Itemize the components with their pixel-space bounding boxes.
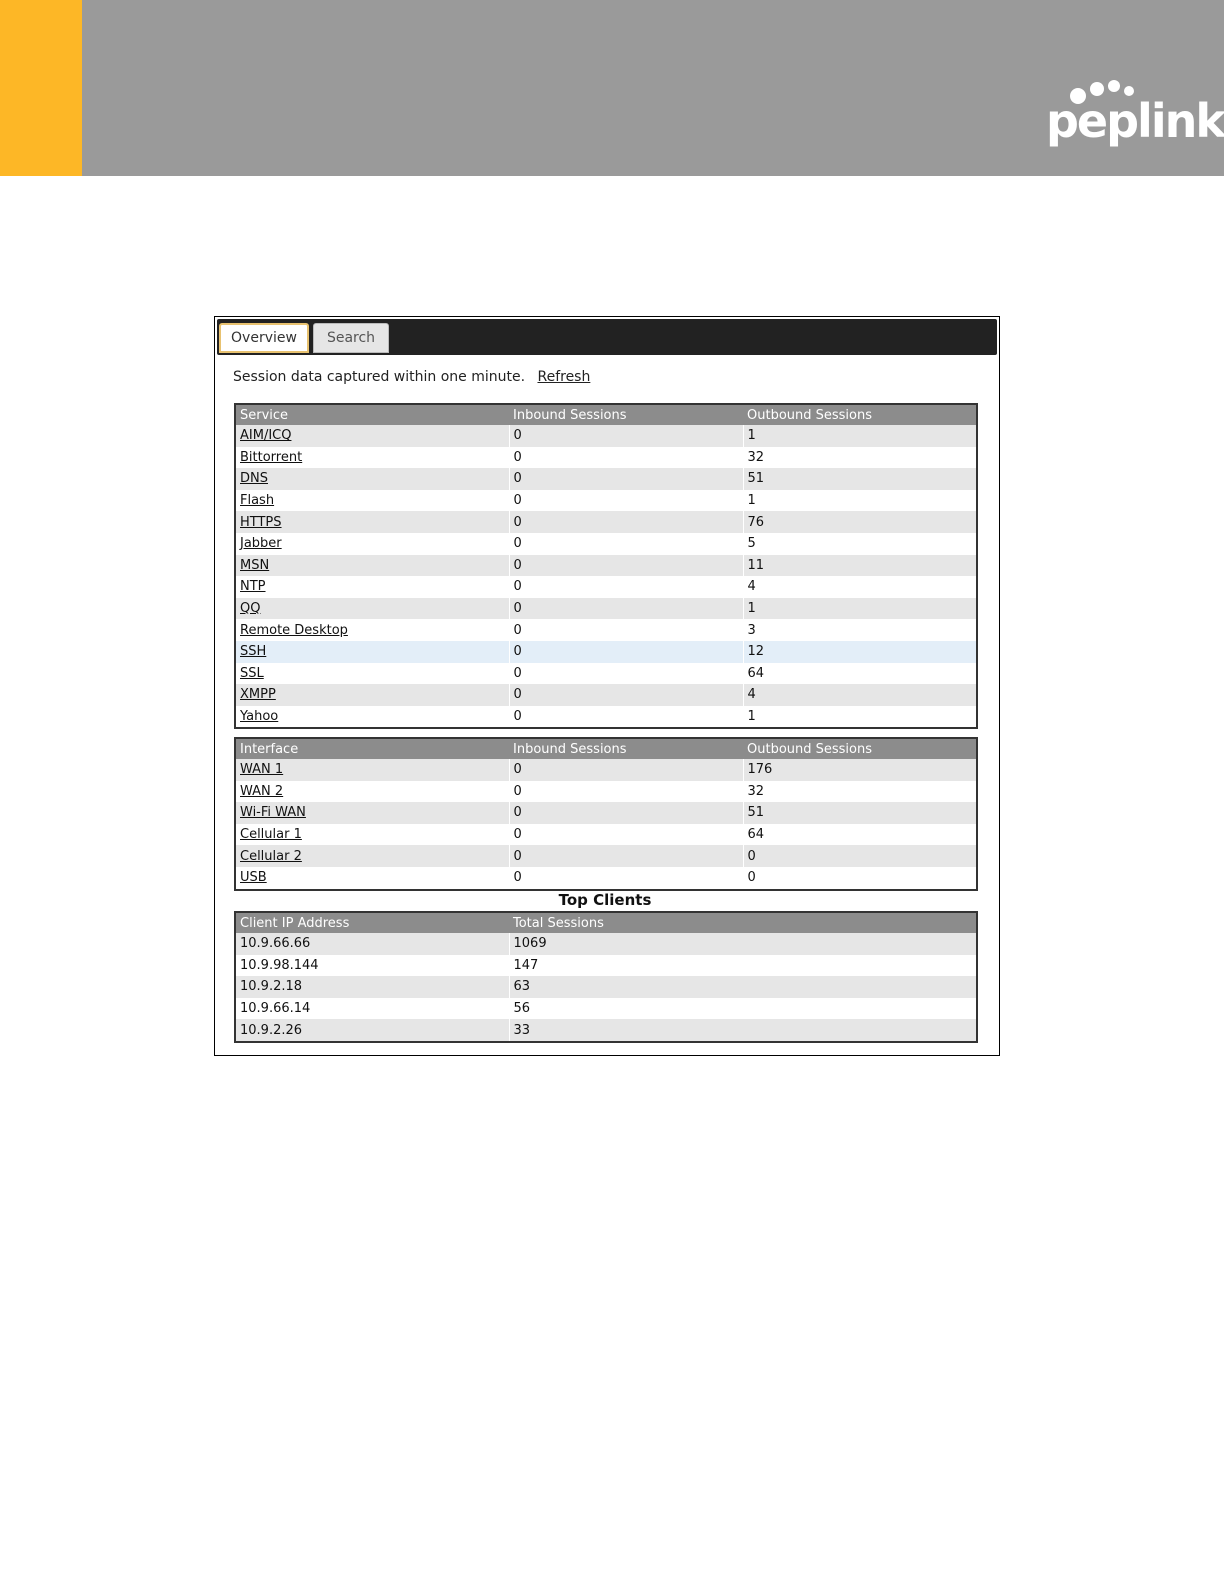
row-link[interactable]: Cellular 1 — [240, 827, 302, 843]
table-cell: 1 — [743, 706, 977, 729]
tab-search[interactable]: Search — [313, 323, 389, 353]
table-cell — [235, 684, 509, 706]
table-cell — [235, 555, 509, 577]
peplink-logo — [1046, 78, 1224, 158]
table-cell: 56 — [509, 998, 977, 1020]
row-link[interactable]: WAN 2 — [240, 783, 284, 799]
table-row — [235, 641, 977, 663]
header-bar — [0, 0, 1224, 176]
column-header: Service — [235, 404, 509, 425]
table-cell: 1069 — [509, 933, 977, 955]
table-header-row — [235, 738, 977, 759]
table-cell: 0 — [743, 845, 977, 867]
row-link[interactable]: Yahoo — [240, 709, 279, 725]
row-link[interactable]: HTTPS — [240, 514, 282, 530]
table-cell: 0 — [509, 447, 743, 469]
table-cell: 32 — [743, 781, 977, 803]
row-link[interactable]: SSH — [240, 644, 267, 660]
table-cell — [235, 511, 509, 533]
logo-wordmark: peplink — [1046, 94, 1224, 148]
table-cell: 0 — [743, 867, 977, 890]
table-cell: 12 — [743, 641, 977, 663]
table-cell: 10.9.2.26 — [235, 1019, 509, 1042]
table-row — [235, 824, 977, 846]
table-cell — [235, 802, 509, 824]
row-link[interactable]: Wi-Fi WAN — [240, 805, 306, 821]
session-caption — [233, 369, 590, 385]
table-cell: 0 — [509, 845, 743, 867]
row-link[interactable]: Cellular 2 — [240, 848, 302, 864]
column-header: Outbound Sessions — [743, 738, 977, 759]
row-link[interactable]: AIM/ICQ — [240, 428, 292, 444]
table-row — [235, 706, 977, 729]
row-link[interactable]: Jabber — [240, 536, 282, 552]
table-cell — [235, 663, 509, 685]
table-row — [235, 867, 977, 890]
row-link[interactable]: XMPP — [240, 687, 276, 703]
table-row — [235, 511, 977, 533]
table-row — [235, 781, 977, 803]
table-cell — [235, 845, 509, 867]
table-cell — [235, 641, 509, 663]
table-cell: 0 — [509, 511, 743, 533]
table-cell — [235, 468, 509, 490]
row-link[interactable]: NTP — [240, 579, 266, 595]
table-cell — [235, 447, 509, 469]
table-cell: 10.9.66.66 — [235, 933, 509, 955]
service-table — [234, 403, 978, 729]
table-cell: 0 — [509, 555, 743, 577]
table-cell — [235, 867, 509, 890]
table-cell — [235, 576, 509, 598]
table-cell: 64 — [743, 824, 977, 846]
table-cell: 0 — [509, 781, 743, 803]
table-row — [235, 490, 977, 512]
table-row — [235, 619, 977, 641]
refresh-link[interactable]: Refresh — [537, 369, 591, 385]
table-cell: 4 — [743, 576, 977, 598]
table-cell — [235, 533, 509, 555]
column-header: Client IP Address — [235, 912, 509, 933]
table-row — [235, 976, 977, 998]
row-link[interactable]: SSL — [240, 665, 264, 681]
row-link[interactable]: QQ — [240, 601, 261, 617]
table-cell: 10.9.2.18 — [235, 976, 509, 998]
table-row — [235, 933, 977, 955]
header-accent-block — [0, 0, 82, 176]
table-row — [235, 998, 977, 1020]
table-cell: 76 — [743, 511, 977, 533]
table-cell: 4 — [743, 684, 977, 706]
row-link[interactable]: Remote Desktop — [240, 622, 348, 638]
table-cell: 1 — [743, 598, 977, 620]
table-cell — [235, 490, 509, 512]
table-cell: 0 — [509, 533, 743, 555]
table-cell: 0 — [509, 619, 743, 641]
table-cell: 0 — [509, 759, 743, 781]
table-cell: 0 — [509, 468, 743, 490]
row-link[interactable]: MSN — [240, 557, 270, 573]
session-panel — [214, 316, 1000, 1056]
row-link[interactable]: DNS — [240, 471, 268, 487]
table-cell: 0 — [509, 425, 743, 447]
table-cell: 33 — [509, 1019, 977, 1042]
table-cell: 176 — [743, 759, 977, 781]
table-cell — [235, 824, 509, 846]
table-cell — [235, 598, 509, 620]
table-cell: 10.9.66.14 — [235, 998, 509, 1020]
column-header: Interface — [235, 738, 509, 759]
table-cell: 10.9.98.144 — [235, 955, 509, 977]
table-cell: 51 — [743, 802, 977, 824]
interface-table — [234, 737, 978, 891]
table-row — [235, 684, 977, 706]
table-cell: 0 — [509, 598, 743, 620]
row-link[interactable]: USB — [240, 870, 267, 886]
table-cell: 51 — [743, 468, 977, 490]
table-row — [235, 802, 977, 824]
table-row — [235, 576, 977, 598]
row-link[interactable]: Bittorrent — [240, 449, 303, 465]
table-header-row — [235, 404, 977, 425]
column-header: Outbound Sessions — [743, 404, 977, 425]
caption-text: Session data captured within one minute. — [233, 369, 526, 385]
table-header-row — [235, 912, 977, 933]
table-cell — [235, 759, 509, 781]
table-row — [235, 845, 977, 867]
table-cell — [235, 619, 509, 641]
table-cell — [235, 781, 509, 803]
table-row — [235, 1019, 977, 1042]
table-cell: 11 — [743, 555, 977, 577]
table-row — [235, 555, 977, 577]
tab-bar — [217, 319, 997, 355]
table-cell: 0 — [509, 706, 743, 729]
table-cell: 32 — [743, 447, 977, 469]
column-header: Total Sessions — [509, 912, 977, 933]
table-cell: 0 — [509, 684, 743, 706]
table-cell: 64 — [743, 663, 977, 685]
table-row — [235, 447, 977, 469]
table-cell: 0 — [509, 490, 743, 512]
table-cell: 63 — [509, 976, 977, 998]
table-cell: 5 — [743, 533, 977, 555]
table-cell — [235, 706, 509, 729]
table-cell: 1 — [743, 425, 977, 447]
top-clients-table — [234, 911, 978, 1043]
table-cell: 0 — [509, 663, 743, 685]
table-cell: 0 — [509, 641, 743, 663]
top-clients-title: Top Clients — [558, 891, 652, 909]
table-cell: 0 — [509, 576, 743, 598]
table-cell: 1 — [743, 490, 977, 512]
table-cell: 0 — [509, 802, 743, 824]
row-link[interactable]: Flash — [240, 493, 275, 509]
table-cell: 3 — [743, 619, 977, 641]
table-row — [235, 663, 977, 685]
table-cell: 147 — [509, 955, 977, 977]
table-cell: 0 — [509, 824, 743, 846]
table-row — [235, 533, 977, 555]
row-link[interactable]: WAN 1 — [240, 762, 284, 778]
table-row — [235, 468, 977, 490]
column-header: Inbound Sessions — [509, 738, 743, 759]
table-row — [235, 598, 977, 620]
table-cell — [235, 425, 509, 447]
tab-overview[interactable]: Overview — [219, 323, 309, 353]
table-row — [235, 955, 977, 977]
table-row — [235, 425, 977, 447]
table-row — [235, 759, 977, 781]
column-header: Inbound Sessions — [509, 404, 743, 425]
table-cell: 0 — [509, 867, 743, 890]
